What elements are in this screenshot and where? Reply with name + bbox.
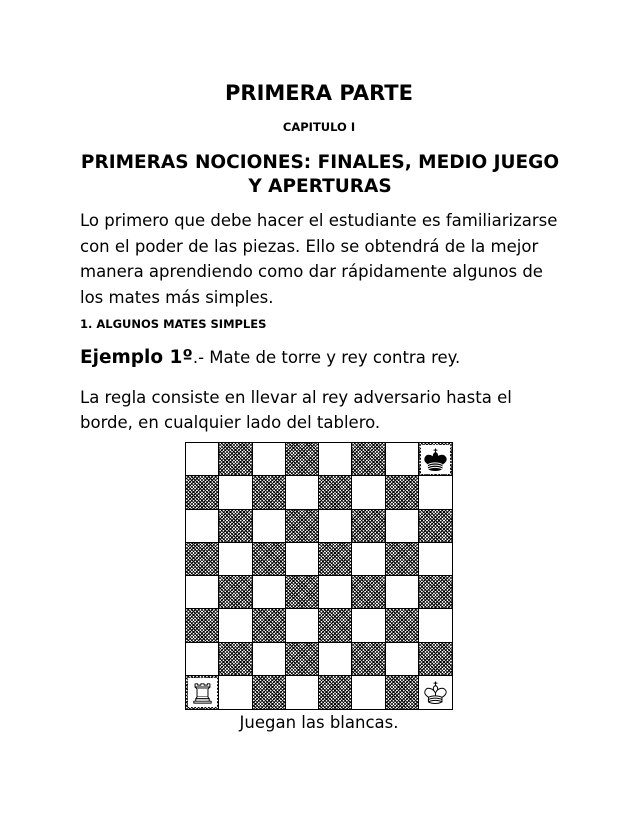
board-square-f8 <box>352 443 385 476</box>
board-square-e8 <box>319 443 352 476</box>
example-label: Ejemplo 1º <box>80 347 193 368</box>
board-square-a5 <box>186 543 219 576</box>
board-square-f7 <box>352 476 385 509</box>
board-square-g1 <box>386 676 419 709</box>
board-square-c1 <box>253 676 286 709</box>
board-square-e1 <box>319 676 352 709</box>
board-square-d6 <box>286 510 319 543</box>
board-square-f4 <box>352 576 385 609</box>
main-heading: PRIMERAS NOCIONES: FINALES, MEDIO JUEGO Y APERTURAS <box>80 152 560 197</box>
board-square-b5 <box>219 543 252 576</box>
board-square-h1 <box>419 676 452 709</box>
chapter-label: CAPITULO I <box>282 120 356 134</box>
board-square-h5 <box>419 543 452 576</box>
board-square-a6 <box>186 510 219 543</box>
board-square-b2 <box>219 643 252 676</box>
example-text: .- Mate de torre y rey contra rey. <box>192 348 461 367</box>
board-square-h4 <box>419 576 452 609</box>
board-square-c7 <box>253 476 286 509</box>
section-heading: 1. ALGUNOS MATES SIMPLES <box>80 317 267 331</box>
board-square-a1 <box>186 676 219 709</box>
black-king-icon <box>421 445 450 474</box>
board-square-h6 <box>419 510 452 543</box>
board-square-g2 <box>386 643 419 676</box>
board-square-e6 <box>319 510 352 543</box>
board-square-d4 <box>286 576 319 609</box>
board-square-c6 <box>253 510 286 543</box>
board-square-a3 <box>186 609 219 642</box>
board-square-d7 <box>286 476 319 509</box>
board-square-c5 <box>253 543 286 576</box>
board-square-d2 <box>286 643 319 676</box>
board-square-h2 <box>419 643 452 676</box>
board-square-g6 <box>386 510 419 543</box>
part-title: PRIMERA PARTE <box>225 81 413 105</box>
board-square-e2 <box>319 643 352 676</box>
board-square-f2 <box>352 643 385 676</box>
board-square-a2 <box>186 643 219 676</box>
board-square-d5 <box>286 543 319 576</box>
example-line <box>80 346 460 370</box>
white-king-icon <box>421 678 450 707</box>
board-square-c2 <box>253 643 286 676</box>
board-square-b4 <box>219 576 252 609</box>
board-square-a4 <box>186 576 219 609</box>
board-square-g4 <box>386 576 419 609</box>
board-square-h3 <box>419 609 452 642</box>
board-square-b7 <box>219 476 252 509</box>
board-square-b8 <box>219 443 252 476</box>
board-square-b6 <box>219 510 252 543</box>
board-square-c3 <box>253 609 286 642</box>
intro-paragraph: Lo primero que debe hacer el estudiante es familiarizarse con el poder de las piezas. Ello se obtendrá de la mejor manera aprendiendo como dar rápidamente algunos de los mates más simples. <box>80 211 558 307</box>
board-square-c4 <box>253 576 286 609</box>
board-square-f3 <box>352 609 385 642</box>
board-square-b1 <box>219 676 252 709</box>
board-square-g3 <box>386 609 419 642</box>
board-square-f5 <box>352 543 385 576</box>
diagram-caption: Juegan las blancas. <box>239 713 399 732</box>
board-square-c8 <box>253 443 286 476</box>
board-square-g8 <box>386 443 419 476</box>
board-square-d8 <box>286 443 319 476</box>
chessboard-diagram <box>185 442 453 710</box>
board-square-g7 <box>386 476 419 509</box>
board-square-b3 <box>219 609 252 642</box>
board-square-f6 <box>352 510 385 543</box>
board-square-e4 <box>319 576 352 609</box>
board-square-d1 <box>286 676 319 709</box>
rule-paragraph: La regla consiste en llevar al rey adversario hasta el borde, en cualquier lado del tablero. <box>80 388 512 432</box>
board-square-a7 <box>186 476 219 509</box>
board-square-d3 <box>286 609 319 642</box>
board-square-h7 <box>419 476 452 509</box>
board-square-h8 <box>419 443 452 476</box>
board-square-a8 <box>186 443 219 476</box>
board-square-e7 <box>319 476 352 509</box>
board-square-e3 <box>319 609 352 642</box>
board-square-e5 <box>319 543 352 576</box>
board-square-f1 <box>352 676 385 709</box>
white-rook-icon <box>188 678 217 707</box>
board-square-g5 <box>386 543 419 576</box>
